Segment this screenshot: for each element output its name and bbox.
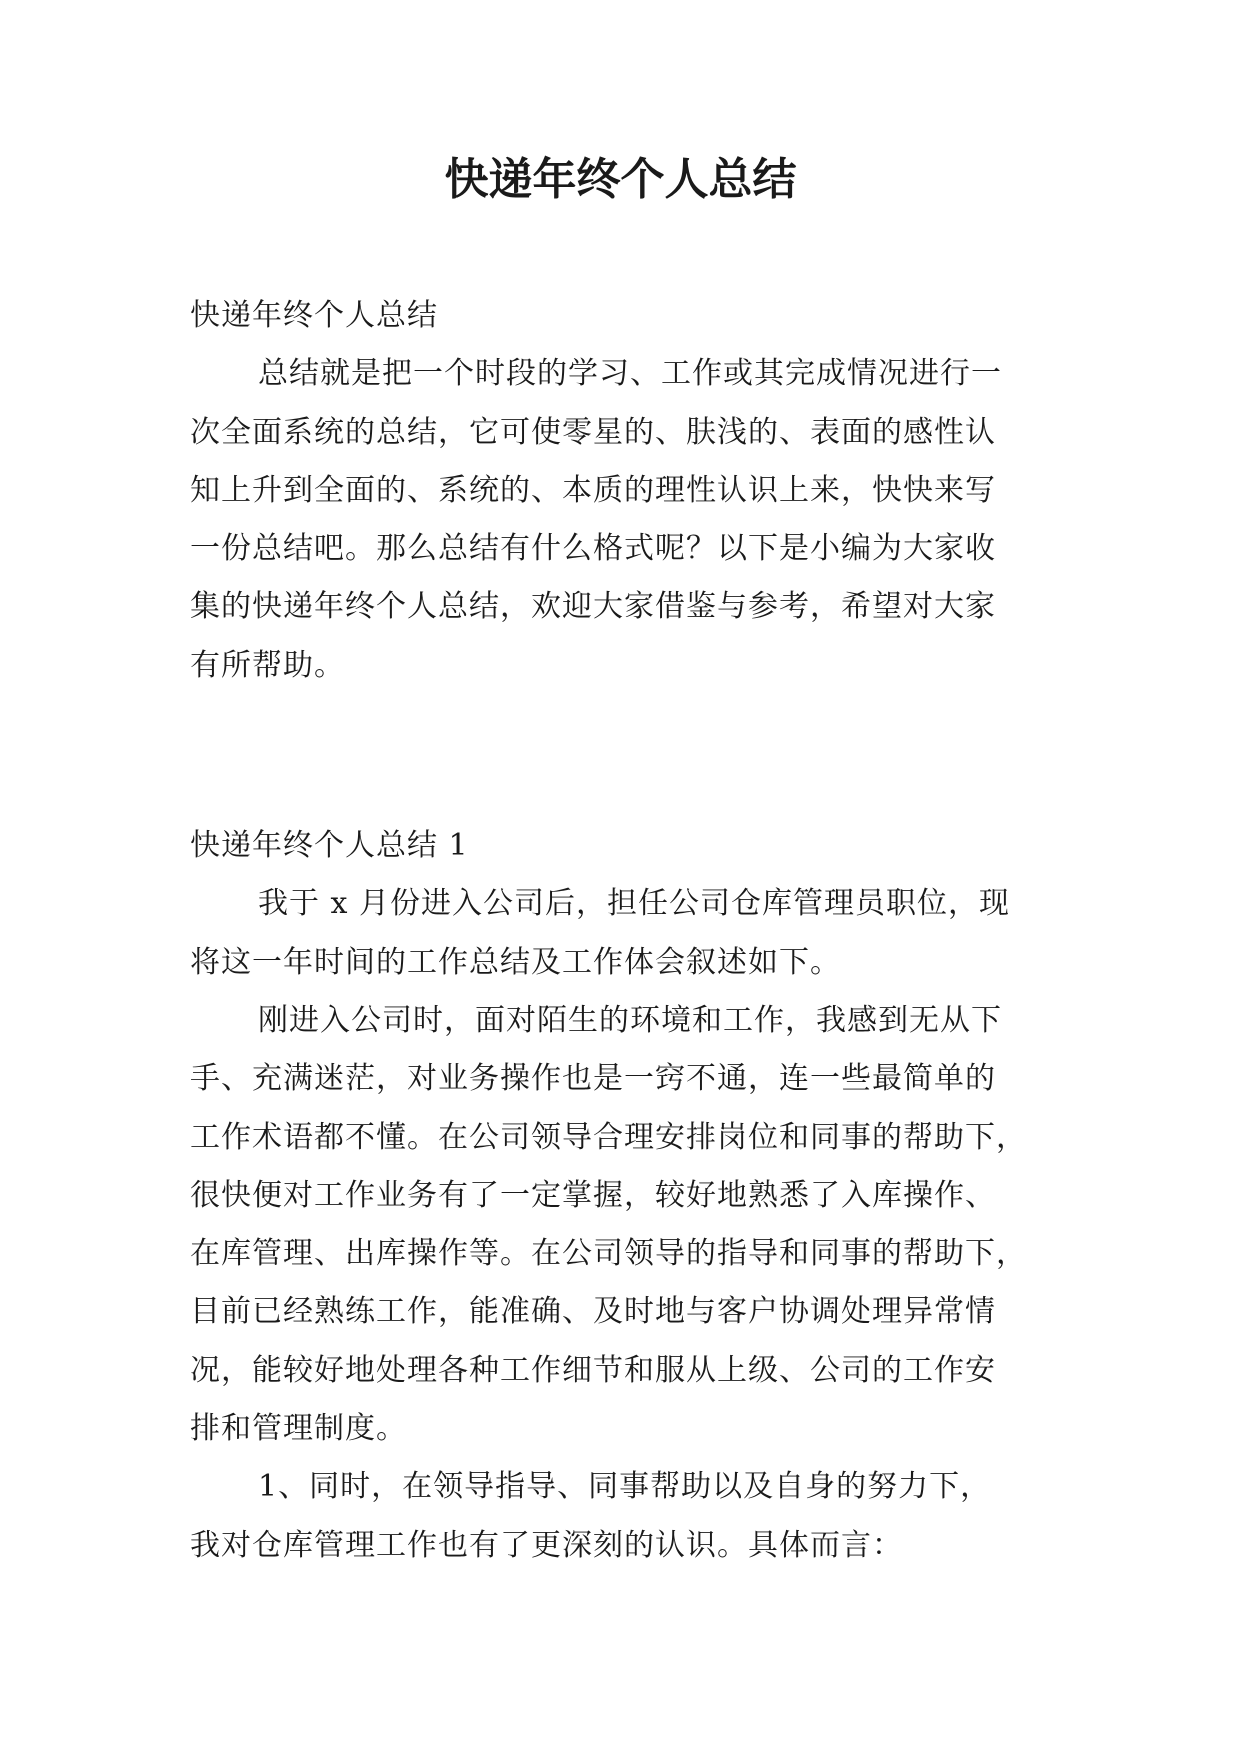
paragraph-line: 1、同时，在领导指导、同事帮助以及自身的努力下，: [258, 1469, 992, 1505]
paragraph-line: 目前已经熟练工作，能准确、及时地与客户协调处理异常情: [190, 1294, 996, 1330]
paragraph-line: 有所帮助。: [190, 647, 345, 683]
paragraph-line: 排和管理制度。: [190, 1411, 407, 1447]
section-spacer: [190, 695, 1060, 817]
paragraph-line: 将这一年时间的工作总结及工作体会叙述如下。: [190, 944, 841, 980]
paragraph-line: 我于 x 月份进入公司后，担任公司仓库管理员职位，现: [258, 886, 1010, 922]
paragraph-line: 很快便对工作业务有了一定掌握，较好地熟悉了入库操作、: [190, 1177, 996, 1213]
section-heading: 快递年终个人总结 1: [190, 828, 469, 864]
paragraph-line: 手、充满迷茫，对业务操作也是一窍不通，连一些最简单的: [190, 1061, 996, 1097]
document-title: 快递年终个人总结: [444, 154, 797, 205]
paragraph-line: 我对仓库管理工作也有了更深刻的认识。具体而言：: [190, 1527, 903, 1563]
intro-paragraph: [190, 345, 1060, 695]
paragraph-line: 在库管理、出库操作等。在公司领导的指导和同事的帮助下，: [190, 1236, 1027, 1272]
paragraph-line: 次全面系统的总结，它可使零星的、肤浅的、表面的感性认: [190, 414, 996, 450]
paragraph-line: 集的快递年终个人总结，欢迎大家借鉴与参考，希望对大家: [190, 589, 996, 625]
paragraph-line: 况，能较好地处理各种工作细节和服从上级、公司的工作安: [190, 1352, 996, 1388]
document-body: [190, 287, 1060, 1575]
section1-paragraph-1: [190, 875, 1060, 992]
paragraph-line: 总结就是把一个时段的学习、工作或其完成情况进行一: [258, 356, 1002, 392]
paragraph-line: 一份总结吧。那么总结有什么格式呢？以下是小编为大家收: [190, 531, 996, 567]
section1-paragraph-2: [190, 992, 1060, 1458]
section1-paragraph-3: [190, 1458, 1060, 1575]
paragraph-line: 知上升到全面的、系统的、本质的理性认识上来，快快来写: [190, 472, 996, 508]
subtitle: 快递年终个人总结: [190, 298, 438, 333]
paragraph-line: 工作术语都不懂。在公司领导合理安排岗位和同事的帮助下，: [190, 1119, 1027, 1155]
paragraph-line: 刚进入公司时，面对陌生的环境和工作，我感到无从下: [258, 1002, 1002, 1038]
